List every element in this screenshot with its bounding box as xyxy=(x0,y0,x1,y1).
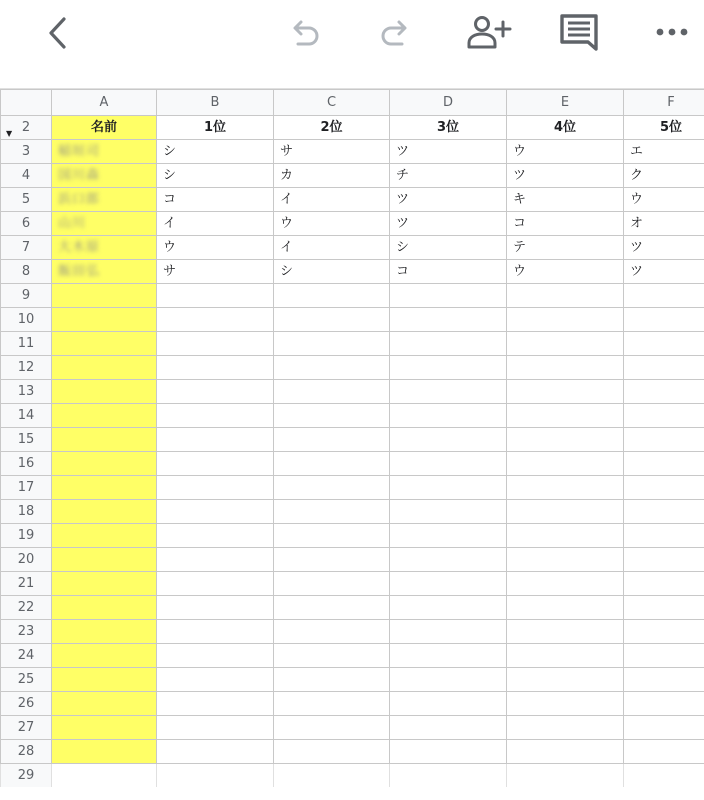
blurred-name: 浜口郎 xyxy=(58,192,101,207)
empty-cell[interactable] xyxy=(507,524,624,548)
name-cell[interactable] xyxy=(52,548,157,572)
empty-cell[interactable] xyxy=(390,764,507,788)
header-cell-rank4[interactable]: 4位 xyxy=(507,116,624,140)
table-row xyxy=(1,236,704,260)
empty-cell[interactable] xyxy=(507,500,624,524)
table-row xyxy=(1,164,704,188)
empty-cell[interactable] xyxy=(624,356,704,380)
table-row xyxy=(1,668,704,692)
empty-cell[interactable] xyxy=(157,740,274,764)
empty-cell[interactable] xyxy=(624,740,704,764)
name-cell[interactable] xyxy=(52,644,157,668)
hidden-rows-triangle-icon[interactable]: ▼ xyxy=(6,129,13,138)
table-row xyxy=(1,332,704,356)
table-row xyxy=(1,692,704,716)
more-icon xyxy=(654,24,690,40)
name-cell[interactable] xyxy=(52,572,157,596)
empty-cell[interactable] xyxy=(507,548,624,572)
blurred-name: 大木原 xyxy=(58,240,101,255)
empty-cell[interactable] xyxy=(624,644,704,668)
header-cell-name[interactable]: 名前 xyxy=(52,116,157,140)
empty-cell[interactable] xyxy=(157,380,274,404)
empty-cell[interactable] xyxy=(274,500,390,524)
empty-cell[interactable] xyxy=(507,764,624,788)
empty-cell[interactable] xyxy=(507,644,624,668)
empty-cell[interactable] xyxy=(274,332,390,356)
cell-table xyxy=(0,89,704,787)
data-cell[interactable]: コ xyxy=(157,188,274,212)
empty-cell[interactable] xyxy=(507,308,624,332)
empty-cell[interactable] xyxy=(390,380,507,404)
empty-cell[interactable] xyxy=(390,308,507,332)
data-cell[interactable]: ウ xyxy=(274,212,390,236)
table-row xyxy=(1,284,704,308)
redo-button[interactable] xyxy=(378,16,412,50)
empty-cell[interactable] xyxy=(274,620,390,644)
name-cell[interactable] xyxy=(52,596,157,620)
table-row xyxy=(1,620,704,644)
name-cell[interactable] xyxy=(52,428,157,452)
empty-cell[interactable] xyxy=(624,428,704,452)
data-cell[interactable]: キ xyxy=(507,188,624,212)
empty-cell[interactable] xyxy=(624,524,704,548)
empty-cell[interactable] xyxy=(624,452,704,476)
data-cell[interactable]: ツ xyxy=(390,188,507,212)
data-cell[interactable]: テ xyxy=(507,236,624,260)
name-cell[interactable] xyxy=(52,620,157,644)
empty-cell[interactable] xyxy=(274,452,390,476)
data-cell[interactable]: ツ xyxy=(624,260,704,284)
row-number[interactable]: 17 xyxy=(1,476,52,500)
empty-cell[interactable] xyxy=(157,332,274,356)
empty-cell[interactable] xyxy=(157,524,274,548)
empty-cell[interactable] xyxy=(274,668,390,692)
data-cell[interactable]: シ xyxy=(157,140,274,164)
row-number[interactable]: 29 xyxy=(1,764,52,788)
table-row xyxy=(1,500,704,524)
data-cell[interactable]: ウ xyxy=(624,188,704,212)
name-cell[interactable] xyxy=(52,404,157,428)
empty-cell[interactable] xyxy=(157,476,274,500)
empty-cell[interactable] xyxy=(624,716,704,740)
empty-cell[interactable] xyxy=(390,284,507,308)
blurred-name: 飯田弘 xyxy=(58,264,101,279)
data-cell[interactable]: コ xyxy=(390,260,507,284)
empty-cell[interactable] xyxy=(157,308,274,332)
undo-button[interactable] xyxy=(288,16,322,50)
data-cell[interactable]: イ xyxy=(274,236,390,260)
row-number[interactable]: 4 xyxy=(1,164,52,188)
empty-cell[interactable] xyxy=(390,620,507,644)
empty-cell[interactable] xyxy=(157,620,274,644)
row-number[interactable]: 26 xyxy=(1,692,52,716)
empty-cell[interactable] xyxy=(624,668,704,692)
column-header-a[interactable]: A xyxy=(52,90,157,116)
empty-cell[interactable] xyxy=(274,548,390,572)
column-header-b[interactable]: B xyxy=(157,90,274,116)
empty-cell[interactable] xyxy=(157,596,274,620)
header-cell-rank2[interactable]: 2位 xyxy=(274,116,390,140)
empty-cell[interactable] xyxy=(274,740,390,764)
spreadsheet-grid[interactable] xyxy=(0,89,704,800)
name-cell[interactable] xyxy=(52,524,157,548)
empty-cell[interactable] xyxy=(624,620,704,644)
empty-cell[interactable] xyxy=(390,524,507,548)
empty-cell[interactable] xyxy=(157,356,274,380)
empty-cell[interactable] xyxy=(624,308,704,332)
row-number[interactable]: 6 xyxy=(1,212,52,236)
name-cell[interactable] xyxy=(52,140,157,164)
empty-cell[interactable] xyxy=(274,308,390,332)
empty-cell[interactable] xyxy=(274,596,390,620)
comment-icon xyxy=(558,12,602,52)
data-cell[interactable]: シ xyxy=(274,260,390,284)
row-number[interactable]: 3 xyxy=(1,140,52,164)
row-number[interactable]: 7 xyxy=(1,236,52,260)
row-number[interactable]: 16 xyxy=(1,452,52,476)
back-arrow-icon xyxy=(44,16,72,50)
empty-cell[interactable] xyxy=(157,572,274,596)
empty-cell[interactable] xyxy=(274,380,390,404)
name-cell[interactable] xyxy=(52,668,157,692)
back-button[interactable] xyxy=(44,16,72,50)
row-number[interactable]: 21 xyxy=(1,572,52,596)
name-cell[interactable] xyxy=(52,380,157,404)
table-row xyxy=(1,644,704,668)
empty-cell[interactable] xyxy=(390,428,507,452)
column-header-f[interactable]: F xyxy=(624,90,704,116)
empty-cell[interactable] xyxy=(390,572,507,596)
data-cell[interactable]: コ xyxy=(507,212,624,236)
table-row xyxy=(1,308,704,332)
empty-cell[interactable] xyxy=(274,356,390,380)
empty-cell[interactable] xyxy=(390,452,507,476)
data-cell[interactable]: イ xyxy=(274,188,390,212)
empty-cell[interactable] xyxy=(390,332,507,356)
empty-cell[interactable] xyxy=(390,716,507,740)
name-cell[interactable] xyxy=(52,500,157,524)
row-number[interactable]: 8 xyxy=(1,260,52,284)
row-number[interactable]: 19 xyxy=(1,524,52,548)
name-cell[interactable] xyxy=(52,740,157,764)
toolbar xyxy=(0,0,704,89)
row-number[interactable]: 28 xyxy=(1,740,52,764)
data-cell[interactable]: オ xyxy=(624,212,704,236)
empty-cell[interactable] xyxy=(390,356,507,380)
name-cell[interactable] xyxy=(52,212,157,236)
row-number[interactable]: ▼ 2 xyxy=(1,116,52,140)
table-row xyxy=(1,716,704,740)
data-cell[interactable]: エ xyxy=(624,140,704,164)
column-header-row xyxy=(1,90,704,116)
table-row xyxy=(1,572,704,596)
row-number[interactable]: 15 xyxy=(1,428,52,452)
empty-cell[interactable] xyxy=(507,428,624,452)
row-number[interactable]: 27 xyxy=(1,716,52,740)
column-header-d[interactable]: D xyxy=(390,90,507,116)
data-cell[interactable]: ウ xyxy=(507,140,624,164)
empty-cell[interactable] xyxy=(157,500,274,524)
data-cell[interactable]: ク xyxy=(624,164,704,188)
table-row xyxy=(1,476,704,500)
empty-cell[interactable] xyxy=(274,524,390,548)
empty-cell[interactable] xyxy=(157,428,274,452)
empty-cell[interactable] xyxy=(507,716,624,740)
empty-cell[interactable] xyxy=(624,332,704,356)
empty-cell[interactable] xyxy=(507,380,624,404)
header-row xyxy=(1,116,704,140)
empty-cell[interactable] xyxy=(507,572,624,596)
empty-cell[interactable] xyxy=(507,284,624,308)
table-row xyxy=(1,524,704,548)
row-number[interactable]: 5 xyxy=(1,188,52,212)
empty-cell[interactable] xyxy=(390,740,507,764)
header-cell-rank1[interactable]: 1位 xyxy=(157,116,274,140)
row-number[interactable]: 9 xyxy=(1,284,52,308)
empty-cell[interactable] xyxy=(507,476,624,500)
empty-cell[interactable] xyxy=(390,692,507,716)
name-cell[interactable] xyxy=(52,164,157,188)
name-cell[interactable] xyxy=(52,356,157,380)
empty-cell[interactable] xyxy=(624,548,704,572)
name-cell[interactable] xyxy=(52,308,157,332)
empty-cell[interactable] xyxy=(157,644,274,668)
blurred-name: 稲垣司 xyxy=(58,144,101,159)
name-cell[interactable] xyxy=(52,452,157,476)
empty-cell[interactable] xyxy=(507,452,624,476)
empty-cell[interactable] xyxy=(507,404,624,428)
empty-cell[interactable] xyxy=(157,764,274,788)
empty-cell[interactable] xyxy=(274,476,390,500)
empty-cell[interactable] xyxy=(390,500,507,524)
table-row xyxy=(1,596,704,620)
name-cell[interactable] xyxy=(52,284,157,308)
empty-cell[interactable] xyxy=(274,764,390,788)
empty-cell[interactable] xyxy=(157,284,274,308)
empty-cell[interactable] xyxy=(157,692,274,716)
empty-cell[interactable] xyxy=(157,668,274,692)
empty-cell[interactable] xyxy=(274,644,390,668)
empty-cell[interactable] xyxy=(52,764,157,788)
table-row xyxy=(1,212,704,236)
blurred-name: 山川 xyxy=(58,216,87,231)
empty-cell[interactable] xyxy=(507,740,624,764)
name-cell[interactable] xyxy=(52,188,157,212)
row-number[interactable]: 22 xyxy=(1,596,52,620)
blurred-name: 国川森 xyxy=(58,168,101,183)
empty-cell[interactable] xyxy=(274,692,390,716)
table-row xyxy=(1,356,704,380)
row-number[interactable]: 10 xyxy=(1,308,52,332)
empty-cell[interactable] xyxy=(274,428,390,452)
table-row xyxy=(1,764,704,788)
data-cell[interactable]: シ xyxy=(390,236,507,260)
data-cell[interactable]: シ xyxy=(157,164,274,188)
table-row xyxy=(1,380,704,404)
empty-cell[interactable] xyxy=(507,356,624,380)
table-row xyxy=(1,740,704,764)
data-cell[interactable]: ツ xyxy=(624,236,704,260)
empty-cell[interactable] xyxy=(624,764,704,788)
row-number[interactable]: 12 xyxy=(1,356,52,380)
data-cell[interactable]: チ xyxy=(390,164,507,188)
add-person-icon xyxy=(464,14,512,52)
table-row xyxy=(1,548,704,572)
row-number[interactable]: 18 xyxy=(1,500,52,524)
empty-cell[interactable] xyxy=(624,692,704,716)
table-row xyxy=(1,140,704,164)
name-cell[interactable] xyxy=(52,236,157,260)
empty-cell[interactable] xyxy=(624,404,704,428)
select-all-corner[interactable] xyxy=(1,90,52,116)
empty-cell[interactable] xyxy=(624,476,704,500)
undo-icon xyxy=(288,16,322,50)
table-row xyxy=(1,188,704,212)
table-row xyxy=(1,452,704,476)
empty-cell[interactable] xyxy=(157,716,274,740)
name-cell[interactable] xyxy=(52,260,157,284)
redo-icon xyxy=(378,16,412,50)
data-cell[interactable]: イ xyxy=(157,212,274,236)
empty-cell[interactable] xyxy=(274,572,390,596)
empty-cell[interactable] xyxy=(624,500,704,524)
row-number[interactable]: 23 xyxy=(1,620,52,644)
data-cell[interactable]: カ xyxy=(274,164,390,188)
name-cell[interactable] xyxy=(52,476,157,500)
row-number[interactable]: 13 xyxy=(1,380,52,404)
data-cell[interactable]: サ xyxy=(157,260,274,284)
empty-cell[interactable] xyxy=(390,644,507,668)
share-button[interactable] xyxy=(464,14,512,52)
empty-cell[interactable] xyxy=(274,404,390,428)
row-number[interactable]: 11 xyxy=(1,332,52,356)
name-cell[interactable] xyxy=(52,716,157,740)
empty-cell[interactable] xyxy=(507,332,624,356)
header-cell-rank5[interactable]: 5位 xyxy=(624,116,704,140)
empty-cell[interactable] xyxy=(624,284,704,308)
empty-cell[interactable] xyxy=(507,668,624,692)
empty-cell[interactable] xyxy=(390,476,507,500)
empty-cell[interactable] xyxy=(507,620,624,644)
data-cell[interactable]: ツ xyxy=(390,212,507,236)
column-header-e[interactable]: E xyxy=(507,90,624,116)
comment-button[interactable] xyxy=(558,12,602,52)
empty-cell[interactable] xyxy=(624,380,704,404)
empty-cell[interactable] xyxy=(624,572,704,596)
row-number[interactable]: 25 xyxy=(1,668,52,692)
data-cell[interactable]: ツ xyxy=(390,140,507,164)
empty-cell[interactable] xyxy=(274,716,390,740)
row-number[interactable]: 24 xyxy=(1,644,52,668)
column-header-c[interactable]: C xyxy=(274,90,390,116)
empty-cell[interactable] xyxy=(507,596,624,620)
empty-cell[interactable] xyxy=(390,404,507,428)
data-cell[interactable]: ウ xyxy=(507,260,624,284)
empty-cell[interactable] xyxy=(390,548,507,572)
empty-cell[interactable] xyxy=(390,596,507,620)
empty-cell[interactable] xyxy=(390,668,507,692)
data-cell[interactable]: ウ xyxy=(157,236,274,260)
table-row xyxy=(1,260,704,284)
empty-cell[interactable] xyxy=(157,548,274,572)
empty-cell[interactable] xyxy=(157,404,274,428)
empty-cell[interactable] xyxy=(624,596,704,620)
table-row xyxy=(1,404,704,428)
data-cell[interactable]: サ xyxy=(274,140,390,164)
empty-cell[interactable] xyxy=(157,452,274,476)
empty-cell[interactable] xyxy=(274,284,390,308)
empty-cell[interactable] xyxy=(507,692,624,716)
name-cell[interactable] xyxy=(52,332,157,356)
row-number[interactable]: 20 xyxy=(1,548,52,572)
data-cell[interactable]: ツ xyxy=(507,164,624,188)
row-number[interactable]: 14 xyxy=(1,404,52,428)
more-button[interactable] xyxy=(654,24,690,40)
header-cell-rank3[interactable]: 3位 xyxy=(390,116,507,140)
name-cell[interactable] xyxy=(52,692,157,716)
table-row xyxy=(1,428,704,452)
